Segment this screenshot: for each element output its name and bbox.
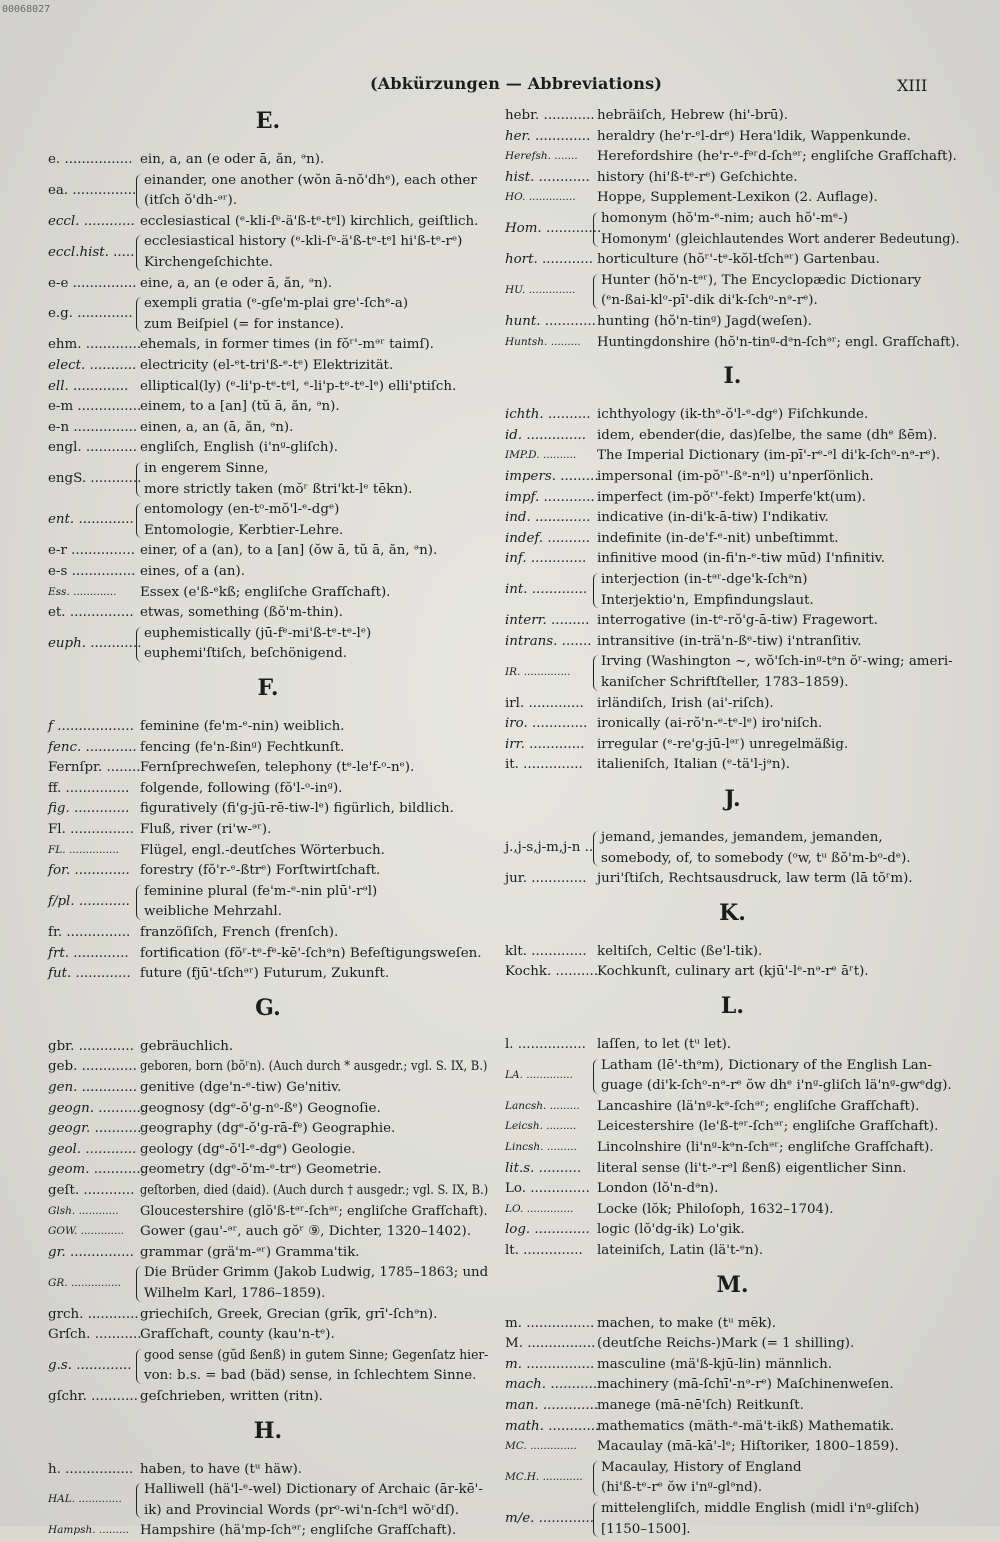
brace-mark	[136, 627, 142, 662]
entry-abbreviation: Lancsh. .........	[505, 1099, 580, 1112]
entry-definition: London (lŏ'n-dᵊn).	[597, 1181, 719, 1197]
entry-abbreviation: hebr. ............	[505, 108, 595, 123]
entry-definition: Macaulay (mā-kā'-lᵉ; Hiſtoriker, 1800–1859).	[597, 1439, 899, 1455]
entry-abbreviation: it. ..............	[505, 757, 583, 773]
entry-definition-continued: Entomologie, Kerbtier-Lehre.	[144, 522, 344, 538]
entry-definition: einander, one another (wŏn ā-nŏ'dhᵉ), each other	[144, 172, 477, 188]
entry-definition-continued: (ᵉn-ßai-klᵒ-pī'-dik di'k-ſchᵒ-nᵊ-rᵉ).	[601, 293, 818, 309]
entry-definition: engliſch, English (i'nᵍ-gliſch).	[140, 440, 338, 456]
entry-definition: folgende, following (fŏ'l-ᵒ-inᵍ).	[140, 780, 343, 796]
entry-definition: Fluß, river (ri'w-ᵊʳ).	[140, 822, 272, 837]
entry-definition: Grafſchaft, county (kau'n-tᵉ).	[140, 1327, 335, 1343]
entry-abbreviation: iro. .............	[505, 716, 588, 732]
entry-abbreviation: f ..................	[48, 719, 134, 734]
entry-abbreviation: hunt. ............	[505, 314, 596, 329]
brace-mark	[136, 1483, 142, 1518]
entry-abbreviation: M. ................	[505, 1336, 596, 1352]
entry-abbreviation: geom. ............	[48, 1162, 145, 1178]
entry-abbreviation: jur. .............	[505, 871, 587, 887]
entry-definition-continued: euphemi'ſtiſch, beſchönigend.	[144, 646, 348, 662]
entry-definition: ecclesiastical history (ᵉ-kli-ſᵉ-ä'ß-tᵉ-tᵉl hi'ß-tᵉ-rᵉ)	[144, 234, 463, 250]
entry-definition: The Imperial Dictionary (im-pī'-rᵉ-ᵊl di'k-ſchᵒ-nᵊ-rᵉ).	[597, 448, 941, 464]
entry-abbreviation: HAL. .............	[48, 1493, 122, 1506]
entry-abbreviation: h. ................	[48, 1461, 134, 1477]
entry-abbreviation: lt. ..............	[505, 1243, 583, 1258]
entry-definition: entomology (en-tᵒ-mŏ'l-ᵉ-dgᵉ)	[144, 502, 340, 518]
entry-definition: fencing (fe'n-ßinᵍ) Fechtkunſt.	[140, 739, 345, 755]
entry-abbreviation: math. ............	[505, 1418, 600, 1434]
entry-abbreviation: GOW. .............	[48, 1225, 125, 1238]
entry-abbreviation: geogn. ...........	[48, 1100, 146, 1116]
entry-abbreviation: et. ...............	[48, 605, 134, 621]
section-heading: M.	[716, 1271, 749, 1298]
entry-abbreviation: euph. ............	[48, 636, 142, 652]
entry-abbreviation: geb. .............	[48, 1059, 137, 1075]
entry-definition: mathematics (mäth-ᵉ-mä't-ikß) Mathematik.	[597, 1418, 895, 1434]
entry-definition: geography (dgᵉ-ŏ'g-rā-fᵉ) Geographie.	[140, 1121, 396, 1137]
entry-abbreviation: engS. ............	[48, 471, 142, 487]
entry-abbreviation: indef. ..........	[505, 530, 590, 546]
entry-abbreviation: geſt. ............	[48, 1183, 135, 1198]
entry-abbreviation: irr. .............	[505, 736, 585, 752]
entry-definition: indefinite (in-de'f-ᵉ-nit) unbeſtimmt.	[597, 530, 839, 546]
entry-definition: juri'ſtiſch, Rechtsausdruck, law term (lā tŏʳm).	[597, 871, 913, 887]
section-heading: H.	[253, 1417, 283, 1444]
brace-mark	[593, 1502, 599, 1537]
entry-definition-continued: [1150–1500].	[601, 1521, 691, 1537]
entry-abbreviation: Fl. ...............	[48, 822, 134, 837]
entry-abbreviation: gr. ...............	[48, 1244, 134, 1260]
entry-abbreviation: frt. .............	[48, 945, 129, 961]
entry-definition-continued: kaniſcher Schriftſteller, 1783–1859).	[601, 674, 849, 690]
entry-definition: ecclesiastical (ᵉ-kli-ſᵉ-ä'ß-tᵉ-tᵉl) kirchlich, geiſtlich.	[140, 213, 479, 229]
entry-abbreviation: HU. ..............	[505, 284, 576, 297]
entry-definition: Hoppe, Supplement-Lexikon (2. Auflage).	[597, 190, 878, 206]
brace-mark	[136, 174, 142, 209]
entry-abbreviation: geol. ............	[48, 1141, 137, 1157]
entry-abbreviation: e-e ...............	[48, 275, 137, 291]
entry-definition: irregular (ᵉ-re'g-jū-lᵊʳ) unregelmäßig.	[597, 736, 849, 752]
entry-definition: in engerem Sinne,	[144, 461, 269, 476]
entry-definition: Gower (gau'-ᵊʳ, auch gŏʳ ⑨, Dichter, 1320–1402).	[140, 1224, 472, 1240]
entry-definition: logic (lŏ'dg-ik) Lo'gik.	[597, 1222, 745, 1238]
entry-definition: mittelengliſch, middle English (midl i'nᵍ-gliſch)	[601, 1501, 920, 1516]
running-head: (Abkürzungen — Abbreviations)	[370, 74, 663, 93]
entry-definition: geometry (dgᵉ-ŏ'm-ᵉ-trᵉ) Geometrie.	[140, 1162, 382, 1178]
entry-definition-continued: (itſch ŏ'dh-ᵊʳ).	[144, 193, 238, 209]
entry-definition: interrogative (in-tᵉ-rŏ'g-ā-tiw) Fragewort.	[597, 613, 878, 629]
brace-mark	[593, 831, 599, 866]
entry-abbreviation: int. .............	[505, 582, 588, 598]
entry-abbreviation: IMP.D. ..........	[505, 449, 577, 462]
entry-definition: einem, to a [an] (tŭ ā, ăn, ᵊn).	[140, 399, 340, 415]
entry-definition: intransitive (in-trä'n-ßᵉ-tiw) i'ntranſitiv.	[597, 633, 862, 649]
entry-definition: Hunter (hŏ'n-tᵊʳ), The Encyclopædic Dictionary	[601, 272, 922, 288]
entry-abbreviation: Lo. ..............	[505, 1181, 590, 1197]
entry-abbreviation: MC.H. ............	[505, 1471, 583, 1484]
entry-abbreviation: GR. ...............	[48, 1276, 122, 1289]
entry-abbreviation: ichth. ..........	[505, 407, 591, 423]
entry-definition: (deutſche Reichs-)Mark (= 1 shilling).	[597, 1336, 855, 1352]
entry-abbreviation: irl. .............	[505, 695, 584, 711]
entry-abbreviation: m/e. .............	[505, 1511, 594, 1527]
entry-definition: impersonal (im-pŏʳ'-ßᵊ-nᵊl) u'nperſönlich.	[597, 469, 874, 484]
entry-abbreviation: g.s. .............	[48, 1358, 132, 1374]
entry-definition: indicative (in-di'k-ā-tiw) I'ndikativ.	[597, 510, 829, 526]
entry-definition: geology (dgᵉ-ŏ'l-ᵉ-dgᵉ) Geologie.	[140, 1141, 356, 1157]
entry-abbreviation: Ess. .............	[48, 585, 117, 598]
entry-definition: infinitive mood (in-fi'n-ᵉ-tiw mūd) I'nfinitiv.	[597, 551, 886, 567]
entry-definition: etwas, something (ßŏ'm-thin).	[140, 605, 343, 621]
entry-abbreviation: f/pl. ............	[48, 894, 130, 910]
brace-mark	[593, 212, 599, 247]
entry-abbreviation: gſchr. ...........	[48, 1389, 138, 1404]
entry-definition: grammar (grä'm-ᵊʳ) Gramma'tik.	[140, 1244, 360, 1260]
entry-abbreviation: lit.s. ..........	[505, 1160, 582, 1176]
entry-definition: Fernſprechweſen, telephony (tᵉ-le'f-ᵒ-nᵉ).	[140, 760, 415, 776]
brace-mark	[136, 297, 142, 332]
entry-definition: geognosy (dgᵉ-ŏ'g-nᵒ-ßᵉ) Geognoſie.	[140, 1100, 381, 1116]
section-heading: K.	[719, 899, 746, 926]
entry-definition: lateiniſch, Latin (lä't-ᵉn).	[597, 1243, 764, 1258]
entry-definition-continued: Homonym' (gleichlautendes Wort anderer Bedeutung).	[601, 231, 960, 247]
section-heading: G.	[255, 994, 281, 1021]
entry-abbreviation: interr. .........	[505, 613, 590, 629]
entry-abbreviation: grch. ............	[48, 1306, 139, 1322]
entry-definition: literal sense (li't-ᵊ-rᵊl ßenß) eigentlicher Sinn.	[597, 1160, 907, 1176]
entry-definition: Flügel, engl.-deutſches Wörterbuch.	[140, 842, 385, 858]
entry-abbreviation: ell. .............	[48, 378, 129, 394]
entry-abbreviation: j.,j-s,j-m,j-n ..	[505, 840, 594, 856]
entry-definition: eine, a, an (e oder ā, ăn, ᵊn).	[140, 275, 333, 291]
entry-abbreviation: Fernſpr. ........	[48, 760, 141, 776]
entry-definition: Herefordshire (he'r-ᵉ-fᵊʳd-ſchᵊʳ; engliſche Grafſchaft).	[597, 149, 957, 165]
entry-definition: horticulture (hŏʳ'-tᵉ-kŏl-tſchᵊʳ) Gartenbau.	[597, 252, 880, 268]
entry-abbreviation: engl. ............	[48, 440, 137, 456]
entry-abbreviation: e-r ...............	[48, 543, 135, 559]
entry-abbreviation: mach. ............	[505, 1377, 602, 1393]
entry-definition: Locke (lŏk; Philoſoph, 1632–1704).	[597, 1201, 834, 1217]
entry-abbreviation: inf. .............	[505, 551, 587, 567]
entry-definition-continued: guage (di'k-ſchᵒ-nᵊ-rᵉ ŏw dhᵉ i'nᵍ-gliſch lä'nᵍ-gwᵉdg).	[601, 1078, 952, 1094]
entry-abbreviation: ff. ...............	[48, 780, 130, 796]
entry-abbreviation: Glsh. ............	[48, 1204, 119, 1217]
entry-definition: machinery (mā-ſchī'-nᵊ-rᵉ) Maſchinenweſen.	[597, 1377, 894, 1393]
entry-definition: geſchrieben, written (ritn).	[140, 1389, 323, 1404]
entry-definition-continued: ik) and Provincial Words (prᵒ-wi'n-ſchᵊl wŏʳdſ).	[144, 1502, 460, 1518]
entry-definition-continued: (hi'ß-tᵉ-rᵉ ŏw i'nᵍ-glᵊnd).	[601, 1480, 763, 1496]
entry-definition-continued: zum Beiſpiel (= for instance).	[144, 316, 345, 332]
entry-definition: gebräuchlich.	[140, 1038, 234, 1054]
brace-mark	[136, 462, 142, 497]
entry-abbreviation: intrans. .......	[505, 633, 592, 649]
entry-abbreviation: m. ................	[505, 1356, 595, 1372]
entry-abbreviation: gen. .............	[48, 1080, 137, 1095]
entry-definition: Kochkunſt, culinary art (kjū'-lᵉ-nᵊ-rᵉ āʳt).	[597, 964, 869, 980]
entry-abbreviation: ehm. .............	[48, 337, 142, 353]
brace-mark	[593, 1461, 599, 1496]
entry-abbreviation: Huntsh. .........	[505, 335, 581, 348]
entry-definition: manege (mā-nē'ſch) Reitkunſt.	[597, 1398, 804, 1413]
entry-definition-continued: somebody, of, to somebody (ᵒw, tᵘ ßŏ'm-bᵒ-dᵉ).	[601, 850, 911, 866]
entry-definition: irländiſch, Irish (ai'-riſch).	[597, 695, 774, 711]
entry-definition: haben, to have (tᵘ häw).	[140, 1461, 303, 1477]
entry-definition: genitive (dge'n-ᵉ-tiw) Ge'nitiv.	[140, 1080, 342, 1095]
entry-definition: masculine (mä'ß-kjū-lin) männlich.	[597, 1356, 833, 1372]
entry-abbreviation: fig. .............	[48, 801, 130, 817]
page-number: XIII	[897, 76, 928, 95]
entry-abbreviation: fut. .............	[48, 966, 131, 982]
entry-abbreviation: LO. ..............	[505, 1202, 574, 1215]
entry-definition: homonym (hŏ'm-ᵉ-nim; auch hŏ'-mᵉ-)	[601, 211, 848, 226]
entry-definition: future (fjū'-tſchᵊʳ) Futurum, Zukunft.	[140, 966, 390, 982]
entry-abbreviation: MC. ..............	[505, 1440, 577, 1453]
entry-definition: laſſen, to let (tᵘ let).	[597, 1037, 732, 1052]
entry-definition: keltiſch, Celtic (ße'l-tik).	[597, 943, 763, 959]
entry-definition: fortification (fŏʳ-tᵉ-fᵉ-kē'-ſchᵊn) Befeſtigungsweſen.	[140, 945, 482, 961]
entry-abbreviation: Hampsh. .........	[48, 1524, 129, 1537]
entry-definition: idem, ebender(die, das)ſelbe, the same (dhᵉ ßēm).	[597, 427, 938, 443]
entry-abbreviation: Hom. .............	[505, 221, 602, 237]
entry-abbreviation: e.g. .............	[48, 306, 133, 322]
entry-abbreviation: ea. ...............	[48, 182, 137, 198]
entry-definition: good sense (gŭd ßenß) in gutem Sinne; Gegenſatz hier-	[144, 1347, 489, 1363]
entry-definition-continued: Wilhelm Karl, 1786–1859).	[144, 1285, 326, 1301]
entry-abbreviation: ind. .............	[505, 510, 591, 526]
entry-definition: einen, a, an (ā, ăn, ᵊn).	[140, 419, 294, 435]
entry-definition: griechiſch, Greek, Grecian (grīk, grī'-ſchᵊn).	[140, 1306, 438, 1322]
entry-abbreviation: Lincsh. .........	[505, 1141, 577, 1153]
entry-abbreviation: Leicsh. .........	[505, 1120, 577, 1133]
image-id-label: 00068027	[2, 4, 51, 15]
entry-abbreviation: eccl. ............	[48, 213, 135, 229]
entry-definition: franzöſiſch, French (frenſch).	[140, 925, 339, 940]
entry-definition: Halliwell (hä'l-ᵉ-wel) Dictionary of Archaic (ār-kē'-	[144, 1482, 483, 1498]
entry-definition: Latham (lē'-thᵊm), Dictionary of the English Lan-	[601, 1057, 932, 1073]
entry-definition: ichthyology (ik-thᵉ-ŏ'l-ᵉ-dgᵉ) Fiſchkunde.	[597, 407, 869, 423]
entry-definition-continued: Interjektio'n, Empfindungslaut.	[601, 592, 814, 608]
entry-definition: geſtorben, died (daid). (Auch durch † ausgedr.; vgl. S. IX, B.)	[140, 1183, 489, 1198]
entry-abbreviation: HO. ..............	[505, 191, 576, 204]
entry-abbreviation: e-n ...............	[48, 419, 138, 435]
section-heading: F.	[257, 675, 279, 701]
entry-definition: figuratively (fi'g-jū-rē-tiw-lᵉ) figürlich, bildlich.	[140, 801, 454, 817]
entry-abbreviation: log. .............	[505, 1222, 590, 1238]
section-heading: L.	[720, 993, 745, 1019]
brace-mark	[136, 503, 142, 538]
entry-definition-continued: weibliche Mehrzahl.	[144, 904, 282, 920]
entry-definition: Huntingdonshire (hŏ'n-tinᵍ-dᵊn-ſchᵊʳ; engl. Grafſchaft).	[597, 334, 960, 350]
brace-mark	[593, 573, 599, 608]
entry-definition: feminine (fe'm-ᵉ-nin) weiblich.	[140, 719, 345, 734]
entry-definition: Gloucestershire (glŏ'ß-tᵊʳ-ſchᵊʳ; engliſche Grafſchaft).	[140, 1203, 488, 1219]
entry-abbreviation: gbr. .............	[48, 1038, 134, 1054]
entry-definition: exempli gratia (ᵉ-gſe'm-plai gre'-ſchᵉ-a)	[144, 296, 409, 312]
entry-abbreviation: impers. .........	[505, 469, 599, 484]
entry-definition: imperfect (im-pŏʳ'-fekt) Imperfe'kt(um).	[597, 489, 866, 505]
entry-abbreviation: eccl.hist. .....	[48, 244, 135, 260]
entry-abbreviation: e. ................	[48, 152, 133, 167]
entry-abbreviation: hort. ............	[505, 252, 594, 268]
entry-definition: ehemals, in former times (in fŏʳ'-mᵊʳ taimſ).	[140, 337, 434, 353]
entry-definition: Die Brüder Grimm (Jakob Ludwig, 1785–1863; und	[144, 1265, 489, 1281]
entry-abbreviation: e-m ...............	[48, 399, 142, 415]
brace-mark	[593, 1059, 599, 1094]
brace-mark	[136, 885, 142, 920]
entry-abbreviation: for. .............	[48, 863, 130, 879]
entry-definition: ironically (ai-rŏ'n-ᵉ-tᵉ-lᵉ) iro'niſch.	[597, 716, 823, 732]
entry-abbreviation: ent. .............	[48, 512, 134, 528]
entry-definition: history (hi'ß-tᵉ-rᵉ) Geſchichte.	[597, 169, 798, 185]
entry-abbreviation: m. ................	[505, 1315, 595, 1331]
entry-definition: eines, of a (an).	[140, 564, 245, 579]
entry-abbreviation: elect. ...........	[48, 358, 137, 373]
entry-definition-continued: more strictly taken (mŏʳ ßtri'kt-lᵉ tēkn).	[144, 481, 413, 497]
entry-definition: jemand, jemandes, jemandem, jemanden,	[601, 830, 883, 845]
section-heading: J.	[724, 786, 741, 812]
section-heading: I.	[723, 363, 742, 390]
entry-definition: Irving (Washington ~, wŏ'ſch-inᵍ-tᵊn ŏʳ-wing; ameri-	[601, 654, 953, 670]
entry-abbreviation: e-s ...............	[48, 564, 136, 579]
entry-definition: hebräiſch, Hebrew (hi'-brū).	[597, 108, 789, 123]
entry-abbreviation: l. ................	[505, 1037, 586, 1052]
entry-abbreviation: her. .............	[505, 128, 591, 144]
entry-abbreviation: hist. ............	[505, 169, 590, 185]
brace-mark	[593, 274, 599, 309]
entry-abbreviation: geogr. ...........	[48, 1121, 142, 1137]
entry-definition: geboren, born (bŏʳn). (Auch durch * ausgedr.; vgl. S. IX, B.)	[140, 1059, 488, 1075]
entry-definition: hunting (hŏ'n-tinᵍ) Jagd(weſen).	[597, 314, 812, 329]
entry-abbreviation: fr. ...............	[48, 925, 131, 940]
entry-definition: Leicestershire (le'ß-tᵊʳ-ſchᵊʳ; engliſche Grafſchaft).	[597, 1119, 939, 1135]
section-heading: E.	[255, 108, 281, 134]
entry-definition: forestry (fŏ'r-ᵉ-ßtrᵉ) Forſtwirtſchaft.	[140, 863, 381, 879]
entry-definition: Macaulay, History of England	[601, 1459, 802, 1475]
entry-definition-continued: von: b.s. = bad (bäd) sense, in ſchlechtem Sinne.	[144, 1368, 477, 1384]
entry-abbreviation: impf. ............	[505, 489, 595, 505]
entry-definition: italieniſch, Italian (ᵉ-tä'l-jᵊn).	[597, 757, 790, 773]
entry-definition: electricity (el-ᵉt-tri'ß-ᵉ-tᵉ) Elektrizität.	[140, 358, 394, 373]
entry-abbreviation: FL. ...............	[48, 843, 119, 856]
entry-definition: euphemistically (jū-fᵉ-mi'ß-tᵉ-tᵉ-lᵉ)	[144, 625, 372, 641]
brace-mark	[136, 1266, 142, 1301]
entry-abbreviation: Herefsh. .......	[505, 150, 578, 163]
brace-mark	[136, 235, 142, 270]
entry-abbreviation: man. .............	[505, 1398, 599, 1413]
entry-abbreviation: LA. ..............	[505, 1068, 573, 1081]
entry-definition: Lincolnshire (li'nᵍ-kᵊn-ſchᵊʳ; engliſche Grafſchaft).	[597, 1140, 934, 1155]
brace-mark	[593, 655, 599, 690]
entry-definition: Lancashire (lä'nᵍ-kᵊ-ſchᵊʳ; engliſche Grafſchaft).	[597, 1098, 920, 1114]
entry-abbreviation: klt. .............	[505, 943, 587, 959]
entry-definition: heraldry (he'r-ᵉl-drᵉ) Hera'ldik, Wappenkunde.	[597, 128, 911, 144]
entry-definition: Hampshire (hä'mp-ſchᵊʳ; engliſche Grafſchaft).	[140, 1523, 457, 1539]
entry-abbreviation: Kochk. ..........	[505, 964, 599, 980]
entry-definition: machen, to make (tᵘ mēk).	[597, 1315, 776, 1331]
entry-definition: einer, of a (an), to a [an] (ŏw ā, tŭ ā, ăn, ᵊn).	[140, 543, 438, 559]
entry-abbreviation: fenc. ............	[48, 739, 137, 755]
entry-abbreviation: id. ..............	[505, 427, 586, 443]
entry-definition: feminine plural (fe'm-ᵉ-nin plū'-rᵊl)	[144, 883, 378, 899]
entry-definition: Essex (e'ß-ᵉkß; engliſche Grafſchaft).	[140, 584, 391, 600]
entry-abbreviation: Grſch. ...........	[48, 1327, 142, 1343]
entry-definition: ein, a, an (e oder ā, ăn, ᵊn).	[140, 152, 325, 167]
entry-definition: elliptical(ly) (ᵉ-li'p-tᵉ-tᵉl, ᵉ-li'p-tᵉ-tᵉ-lᵉ) elli'ptiſch.	[140, 378, 457, 394]
brace-mark	[136, 1349, 142, 1384]
entry-definition: interjection (in-tᵊʳ-dge'k-ſchᵊn)	[601, 572, 808, 587]
entry-definition-continued: Kirchengeſchichte.	[144, 254, 273, 270]
entry-abbreviation: IR. ..............	[505, 665, 571, 678]
